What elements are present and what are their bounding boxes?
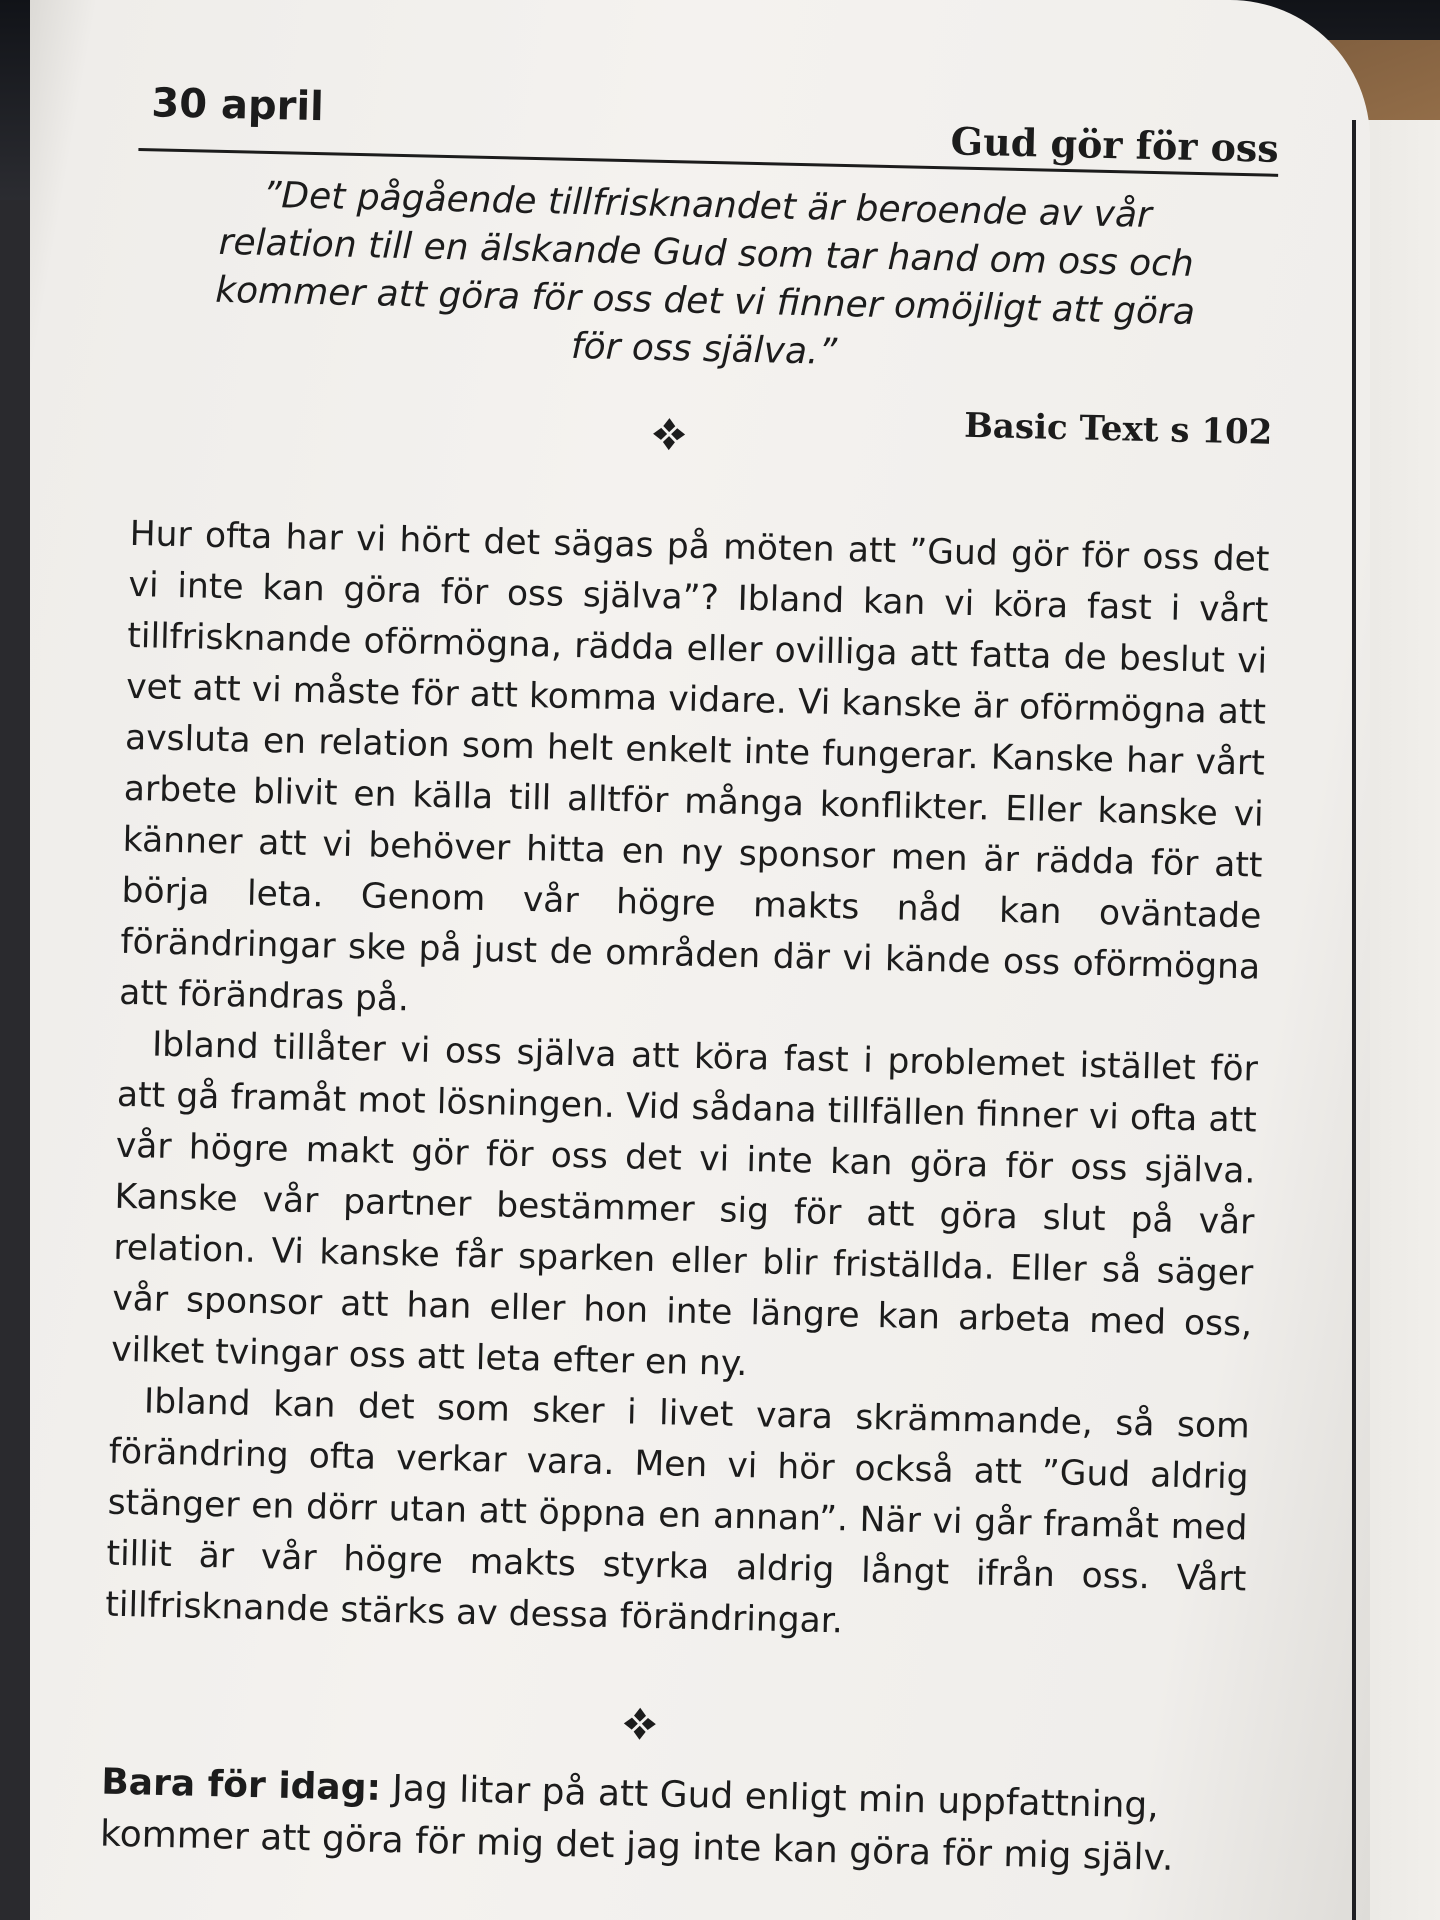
four-diamond-fleuron-icon <box>622 1706 657 1741</box>
page-title: Gud gör för oss <box>950 118 1280 171</box>
body-paragraph: Hur ofta har vi hört det sägas på möten att ”Gud gör för oss det vi inte kan göra för oss själva”? Ibland kan vi köra fast i vårt tillfrisknande oförmögna, rädda eller ovilliga att fatta de beslut vi vet att vi måste för att komma vidare. Vi kanske är oförmögna att avsluta en relation som helt enkelt inte fungerar. Kanske har vårt arbete blivit en källa till alltför många konflikter. Eller kanske vi känner att vi behöver hitta en ny sponsor men är rädda för att börja leta. Genom vår högre makts nåd kan oväntade förändringar ske på just de områden där vi kände oss oförmögna att förändras på. <box>118 513 1270 1020</box>
body-paragraph: Ibland tillåter vi oss själva att köra fast i problemet istället för att gå framåt mot lösningen. Vid sådana tillfällen finner vi ofta att vår högre makt gör för oss det vi inte kan göra för oss själva. Kanske vår partner bestämmer sig för att göra slut på vår relation. Vi kanske får sparken eller blir friställda. Eller så säger vår sponsor att han eller hon inte längre kan arbeta med oss, vilket tvingar oss att leta efter en ny. <box>110 1024 1259 1385</box>
body-text <box>105 509 1270 1657</box>
just-for-today <box>100 1757 1242 1887</box>
body-paragraph: Ibland kan det som sker i livet vara skrämmande, så som förändring ofta verkar vara. Men vi hör också att ”Gud aldrig stänger en dörr utan att öppna en annan”. När vi går framåt med tillit är vår högre makts styrka aldrig långt ifrån oss. Vårt tillfrisknande stärks av dessa förändringar. <box>104 1381 1251 1642</box>
page-edge-shadow <box>1352 120 1356 1920</box>
quote-source-row <box>131 387 1272 491</box>
just-for-today-label: Bara för idag: <box>100 1761 382 1809</box>
opening-quote: ”Det pågående tillfrisknandet är beroende av vår relation till en älskande Gud som tar hand om oss och kommer att göra för oss det vi finner omöjligt att göra för oss själva.” <box>214 174 1196 373</box>
just-for-today-text: Jag litar på att Gud enligt min uppfattning, kommer att göra för mig det jag inte kan göra för mig själv. <box>99 1767 1174 1879</box>
running-header <box>139 80 1280 170</box>
page-date: 30 april <box>150 80 325 131</box>
page-content <box>99 80 1280 1905</box>
book-page <box>30 0 1370 1920</box>
four-diamond-fleuron-icon <box>652 417 687 452</box>
quote-source: Basic Text s 102 <box>963 405 1273 453</box>
